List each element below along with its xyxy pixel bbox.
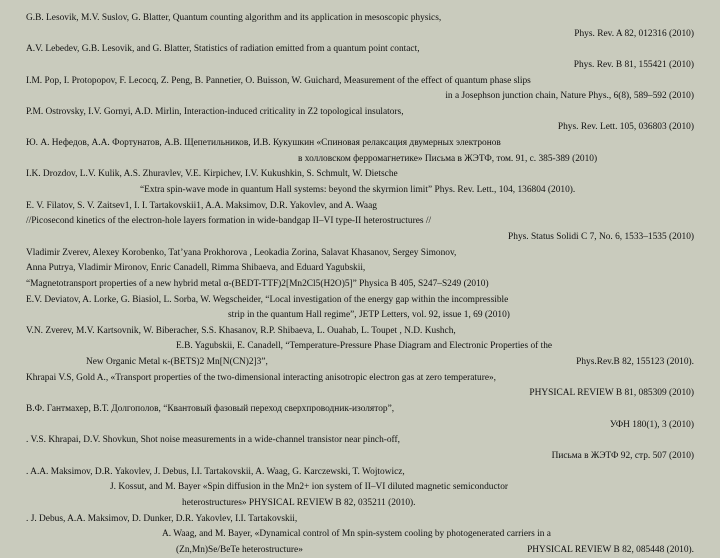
ref-line: Phys.Rev.B 82, 155123 (2010). [576,357,694,368]
ref-line-pair [26,355,696,371]
ref-line: Phys. Status Solidi C 7, No. 6, 1533–1535 (2010) [508,231,694,242]
ref-line: Phys. Rev. Lett. 105, 036803 (2010) [557,122,694,133]
ref-line: //Picosecond kinetics of the electron-hole layers formation in wide-bandgap II–VI type-II heterostructures // [26,216,432,227]
ref-line: I.K. Drozdov, L.V. Kulik, A.S. Zhuravlev, V.E. Kirpichev, I.V. Kukushkin, S. Schmult, W. Dietsche [26,169,398,180]
ref-line: A.V. Lebedev, G.B. Lesovik, and G. Blatter, Statistics of radiation emitted from a quantum point contact, [26,44,420,55]
ref-line: Письма в ЖЭТФ 92, стр. 507 (2010) [551,450,694,461]
ref-line: В.Ф. Гантмахер, В.Т. Долгополов, “Квантовый фазовый переход сверхпроводник-изолятор”, [26,404,395,415]
ref-line: E.B. Yagubskii, E. Canadell, “Temperature-Pressure Phase Diagram and Electronic Properties of the [176,341,553,352]
ref-line: Anna Putrya, Vladimir Mironov, Enric Canadell, Rimma Shibaeva, and Eduard Yagubskii, [26,263,366,274]
ref-line: J. Kossut, and M. Bayer «Spin diffusion in the Mn2+ ion system of II–VI diluted magnetic semiconductor [110,482,509,493]
ref-line: Phys. Rev. A 82, 012316 (2010) [574,28,694,39]
ref-line: Khrapai V.S, Gold A., «Transport properties of the two-dimensional interacting anisotropic electron gas at zero temperature», [26,372,497,383]
ref-line-pair [26,543,696,558]
ref-line: “Extra spin-wave mode in quantum Hall systems: beyond the skyrmion limit” Phys. Rev. Lett., 104, 136804 (2010). [140,185,576,196]
ref-line: PHYSICAL REVIEW B 82, 085448 (2010). [527,544,694,555]
ref-line: . A.A. Maksimov, D.R. Yakovlev, J. Debus, I.I. Tartakovskii, A. Waag, G. Karczewski, T. Wojtowicz, [26,466,405,477]
ref-line: Ю. А. Нефедов, А.А. Фортунатов, А.В. Щепетильников, И.В. Кукушкин «Спиновая релаксация двумерных электронов [26,138,501,149]
ref-line: New Organic Metal κ-(BETS)2 Mn[N(CN)2]3”, [86,357,268,368]
ref-line: . V.S. Khrapai, D.V. Shovkun, Shot noise measurements in a wide-channel transistor near pinch-off, [26,435,400,446]
ref-line: (Zn,Mn)Se/BeTe heterostructure» [176,544,303,555]
ref-line: . J. Debus, A.A. Maksimov, D. Dunker, D.R. Yakovlev, I.I. Tartakovskii, [26,513,298,524]
ref-line: Phys. Rev. B 81, 155421 (2010) [573,59,694,70]
ref-line: I.M. Pop, I. Protopopov, F. Lecocq, Z. Peng, B. Pannetier, O. Buisson, W. Guichard, Measurement of the effect of quantum phase slips [26,75,531,86]
ref-line: “Magnetotransport properties of a new hybrid metal α-(BEDT-TTF)2[Mn2Cl5(H2O)5]” Physica B 405, S247–S249 (2010) [26,278,489,289]
ref-line: в холловском ферромагнетике» Письма в ЖЭТФ, том. 91, с. 385-389 (2010) [298,153,598,164]
ref-line: V.N. Zverev, M.V. Kartsovnik, W. Biberacher, S.S. Khasanov, R.P. Shibaeva, L. Ouahab, L. Toupet , N.D. Kushch, [26,325,456,336]
ref-line: in a Josephson junction chain, Nature Phys., 6(8), 589–592 (2010) [445,91,694,102]
ref-line: strip in the quantum Hall regime”, JETP Letters, vol. 92, issue 1, 69 (2010) [228,310,510,321]
ref-line: Vladimir Zverev, Alexey Korobenko, Tat’yana Prokhorova , Leokadia Zorina, Salavat Khasanov, Sergey Simonov, [26,247,457,258]
ref-line: A. Waag, and M. Bayer, «Dynamical control of Mn spin-system cooling by photogenerated carriers in a [162,529,551,540]
ref-line: heterostructures» PHYSICAL REVIEW B 82, 035211 (2010). [182,497,416,508]
ref-line: E. V. Filatov, S. V. Zaitsev1, I. I. Tartakovskii1, A.A. Maksimov, D.R. Yakovlev, and A. Waag [26,200,377,211]
ref-line: PHYSICAL REVIEW B 81, 085309 (2010) [529,388,694,399]
ref-line: E.V. Deviatov, A. Lorke, G. Biasiol, L. Sorba, W. Wegscheider, “Local investigation of the energy gap within the incompressible [26,294,509,305]
ref-line: P.M. Ostrovsky, I.V. Gornyi, A.D. Mirlin, Interaction-induced criticality in Z2 topological insulators, [26,106,404,117]
ref-line: G.B. Lesovik, M.V. Suslov, G. Blatter, Quantum counting algorithm and its application in mesoscopic physics, [26,13,442,23]
ref-line: УФН 180(1), 3 (2010) [609,419,694,430]
